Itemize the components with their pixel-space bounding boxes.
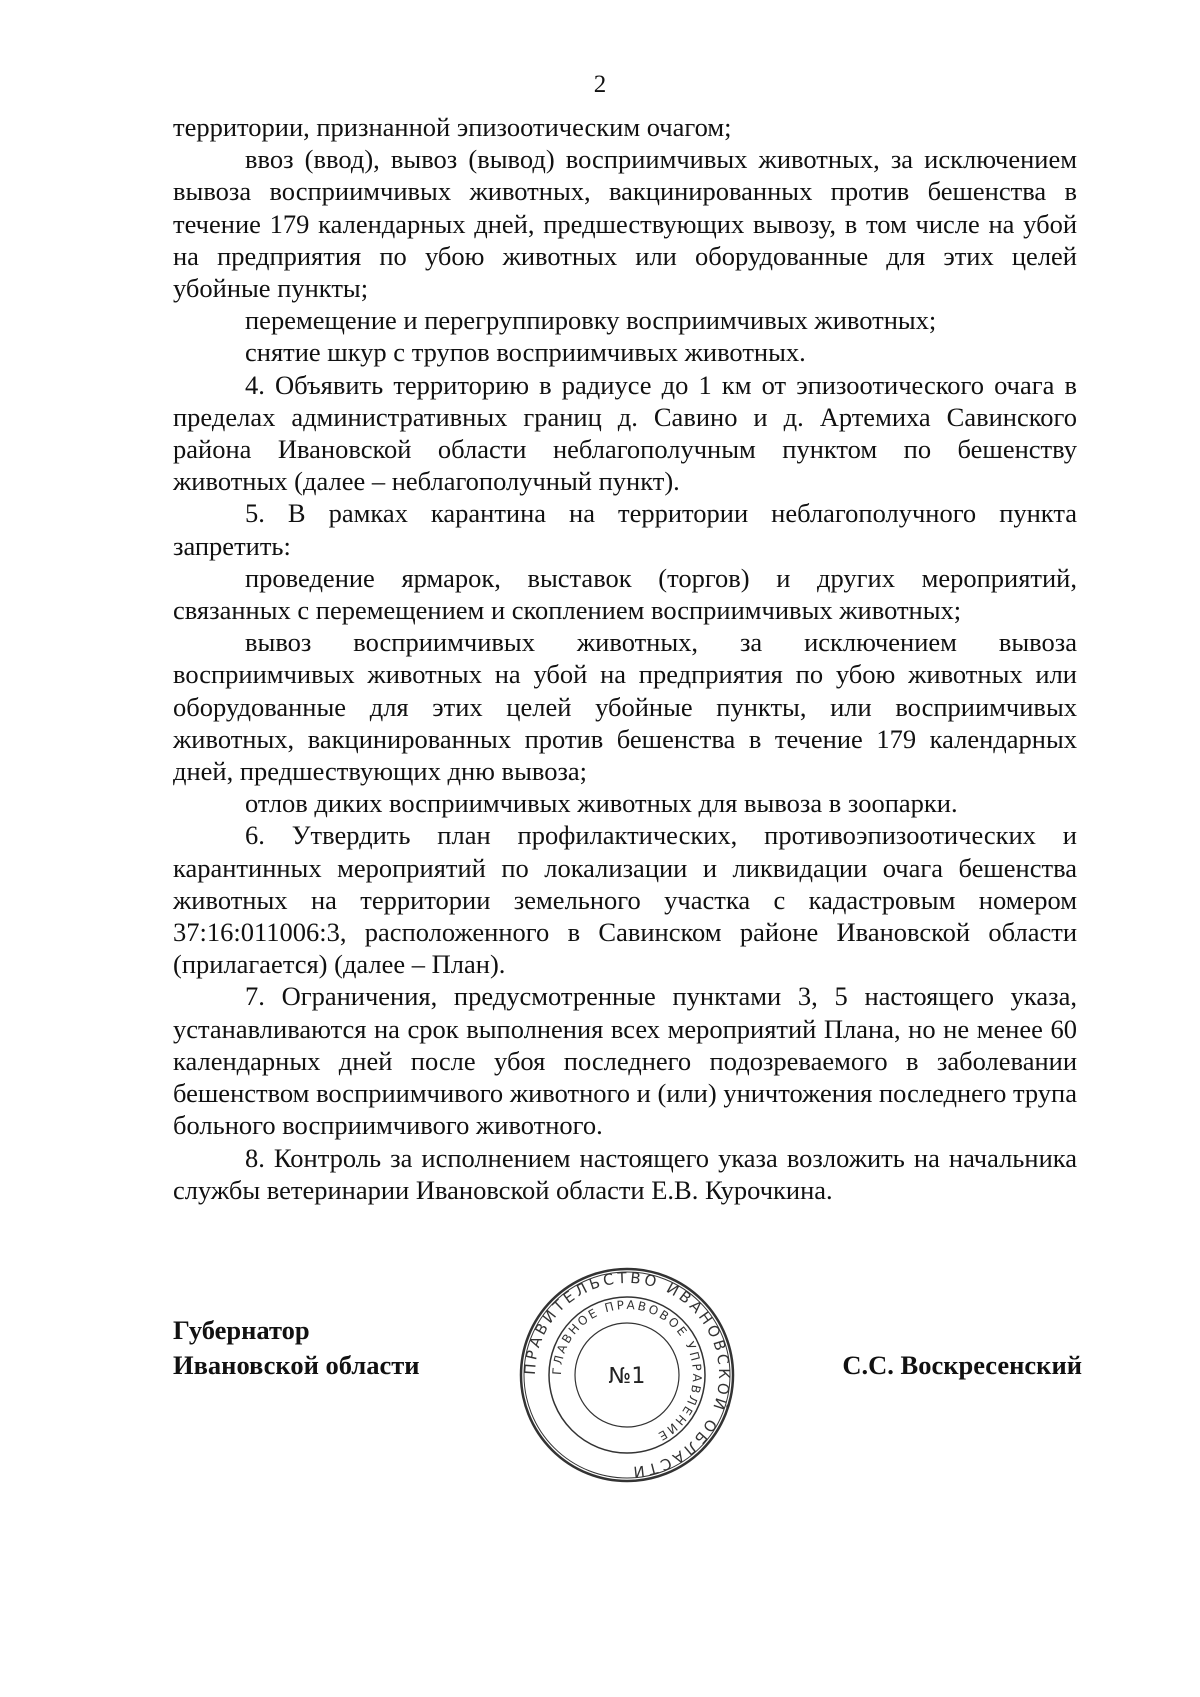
paragraph: проведение ярмарок, выставок (торгов) и других мероприятий, связанных с перемещением и скоплением восприимчивых животных; bbox=[173, 562, 1077, 626]
seal-inner-text: ГЛАВНОЕ ПРАВОВОЕ УПРАВЛЕНИЕ bbox=[549, 1297, 705, 1445]
paragraph: 8. Контроль за исполнением настоящего указа возложить на начальника службы ветеринарии Ивановской области Е.В. Курочкина. bbox=[173, 1142, 1077, 1205]
paragraph: снятие шкур с трупов восприимчивых животных. bbox=[245, 337, 806, 368]
signatory-name: С.С. Воскресенский bbox=[842, 1350, 1082, 1380]
page-number: 2 bbox=[593, 71, 607, 98]
paragraph: ввоз (ввод), вывоз (вывод) восприимчивых животных, за исключением вывоза восприимчивых животных, вакцинированных против бешенства в течение 179 календарных дней, предшествующих вывозу, в том числе на убой на предприятия по убою животных или оборудованные для этих целей убойные пункты; bbox=[173, 144, 1077, 304]
seal-graphic bbox=[517, 1265, 737, 1485]
paragraph: территории, признанной эпизоотическим очагом; bbox=[173, 112, 732, 142]
official-seal bbox=[517, 1265, 737, 1485]
signatory-title bbox=[173, 1313, 420, 1383]
seal-outer-text: ПРАВИТЕЛЬСТВО ИВАНОВСКОЙ ОБЛАСТИ bbox=[520, 1268, 734, 1482]
paragraph: 7. Ограничения, предусмотренные пунктами 3, 5 настоящего указа, устанавливаются на срок выполнения всех мероприятий Плана, но не менее 60 календарных дней после убоя последнего подозреваемого в заболевании бешенством восприимчивого животного и (или) уничтожения последнего трупа больного восприимчивого животного. bbox=[173, 981, 1077, 1141]
seal-number: №1 bbox=[608, 1364, 646, 1389]
paragraph: отлов диких восприимчивых животных для вывоза в зоопарки. bbox=[245, 788, 958, 819]
paragraph: 6. Утвердить план профилактических, противоэпизоотических и карантинных мероприятий по локализации и ликвидации очага бешенства животных на территории земельного участка с кадастровым номером 37:16:011006:3, расположенного в Савинском районе Ивановской области (прилагается) (далее – План). bbox=[173, 820, 1077, 980]
document-body bbox=[173, 111, 1077, 1206]
paragraph: вывоз восприимчивых животных, за исключением вывоза восприимчивых животных на убой на предприятия по убою животных или оборудованные для этих целей убойные пункты, или восприимчивых животных, вакцинированных против бешенства в течение 179 календарных дней, предшествующих дню вывоза; bbox=[173, 627, 1077, 787]
signatory-title-line1: Губернатор bbox=[173, 1315, 310, 1345]
paragraph: 5. В рамках карантина на территории неблагополучного пункта запретить: bbox=[173, 498, 1077, 561]
paragraph: 4. Объявить территорию в радиусе до 1 км от эпизоотического очага в пределах административных границ д. Савино и д. Артемиха Савинского района Ивановской области неблагополучным пунктом по бешенству животных (далее – неблагополучный пункт). bbox=[173, 369, 1077, 497]
paragraph: перемещение и перегруппировку восприимчивых животных; bbox=[245, 305, 937, 336]
signatory-title-line2: Ивановской области bbox=[173, 1350, 420, 1380]
